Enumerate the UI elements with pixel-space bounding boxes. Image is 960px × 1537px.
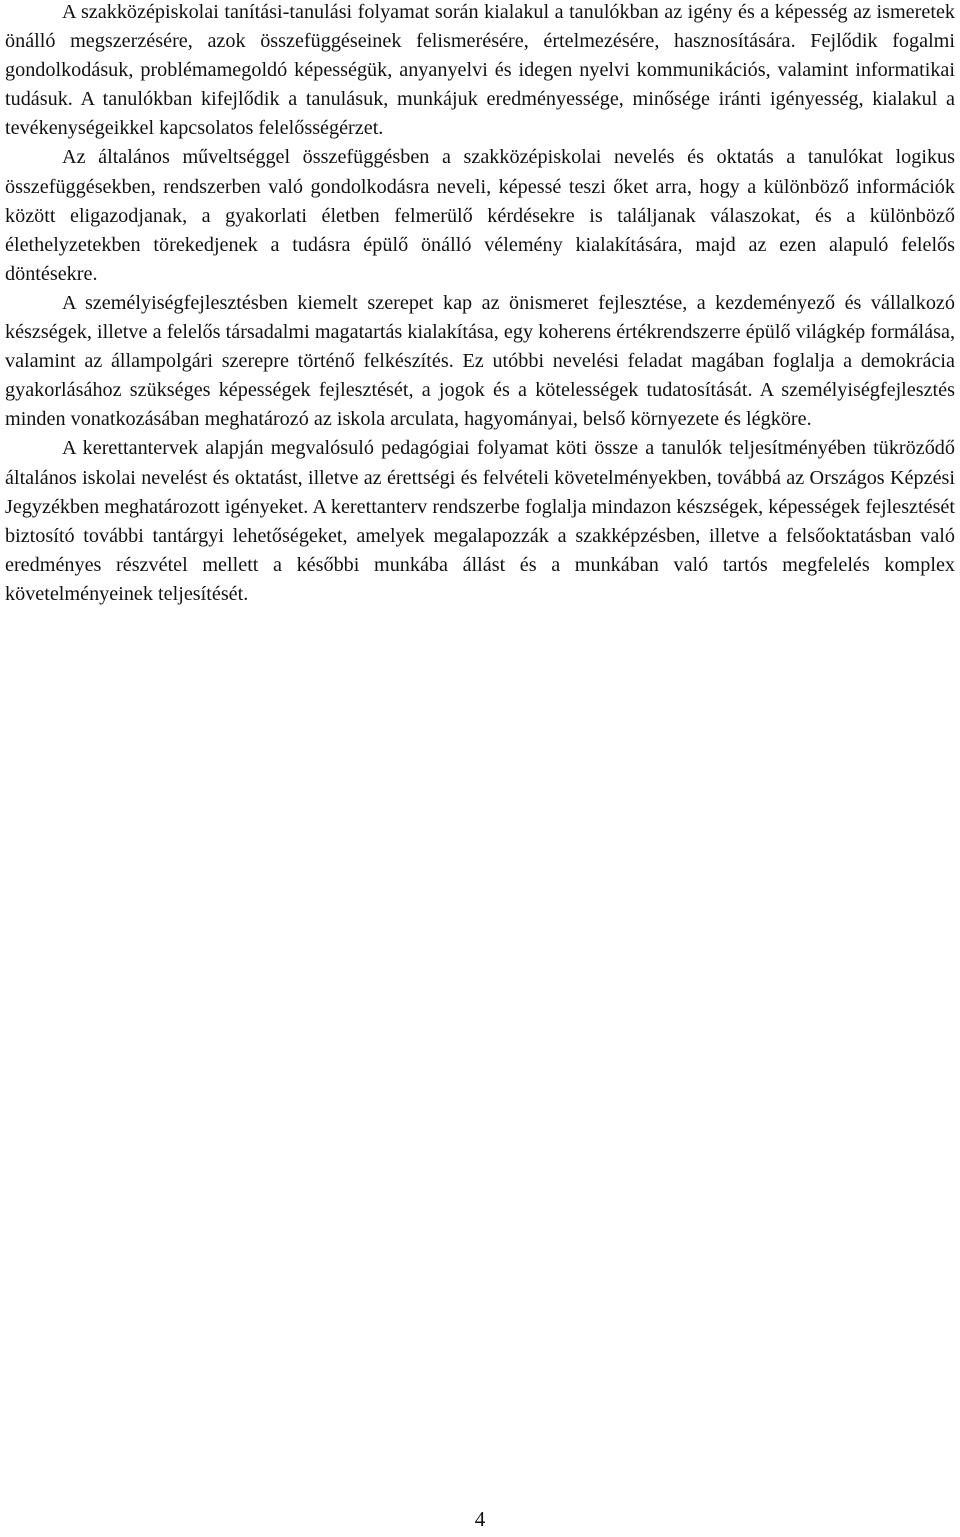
page-number: 4 (474, 1507, 486, 1531)
paragraph-1: A szakközépiskolai tanítási-tanulási folyamat során kialakul a tanulókban az igény és a képesség az ismeretek önálló megszerzésére, azok összefüggéseinek felismerésére, értelmezésére, hasznosítására. Fejlődik fogalmi gondolkodásuk, problémamegoldó képességük, anyanyelvi és idegen nyelvi kommunikációs, valamint informatikai tudásuk. A tanulókban kifejlődik a tanulásuk, munkájuk eredményessége, minősége iránti igényesség, kialakul a tevékenységeikkel kapcsolatos felelősségérzet. (5, 1, 955, 140)
paragraph-2: Az általános műveltséggel összefüggésben a szakközépiskolai nevelés és oktatás a tanulókat logikus összefüggésekben, rendszerben való gondolkodásra neveli, képessé teszi őket arra, hogy a különböző információk között eligazodjanak, a gyakorlati életben felmerülő kérdésekre is találjanak válaszokat, és a különböző élethelyzetekben törekedjenek a tudásra épülő önálló vélemény kialakítására, majd az ezen alapuló felelős döntésekre. (5, 146, 955, 285)
paragraph-4: A kerettantervek alapján megvalósuló pedagógiai folyamat köti össze a tanulók teljesítményében tükröződő általános iskolai nevelést és oktatást, illetve az érettségi és felvételi követelményekben, továbbá az Országos Képzési Jegyzékben meghatározott igényeket. A kerettanterv rendszerbe foglalja mindazon készségek, képességek fejlesztését biztosító további tantárgyi lehetőségeket, amelyek megalapozzák a szakképzésben, illetve a felsőoktatásban való eredményes részvétel mellett a későbbi munkába állást és a munkában való tartós megfelelés komplex követelményeinek teljesítését. (5, 437, 955, 605)
document-page (5, 0, 955, 609)
paragraph-3: A személyiségfejlesztésben kiemelt szerepet kap az önismeret fejlesztése, a kezdeményező és vállalkozó készségek, illetve a felelős társadalmi magatartás kialakítása, egy koherens értékrendszerre épülő világkép formálása, valamint az állampolgári szerepre történő felkészítés. Ez utóbbi nevelési feladat magában foglalja a demokrácia gyakorlásához szükséges képességek fejlesztését, a jogok és a kötelességek tudatosítását. A személyiségfejlesztés minden vonatkozásában meghatározó az iskola arculata, hagyományai, belső környezete és légköre. (5, 291, 955, 431)
